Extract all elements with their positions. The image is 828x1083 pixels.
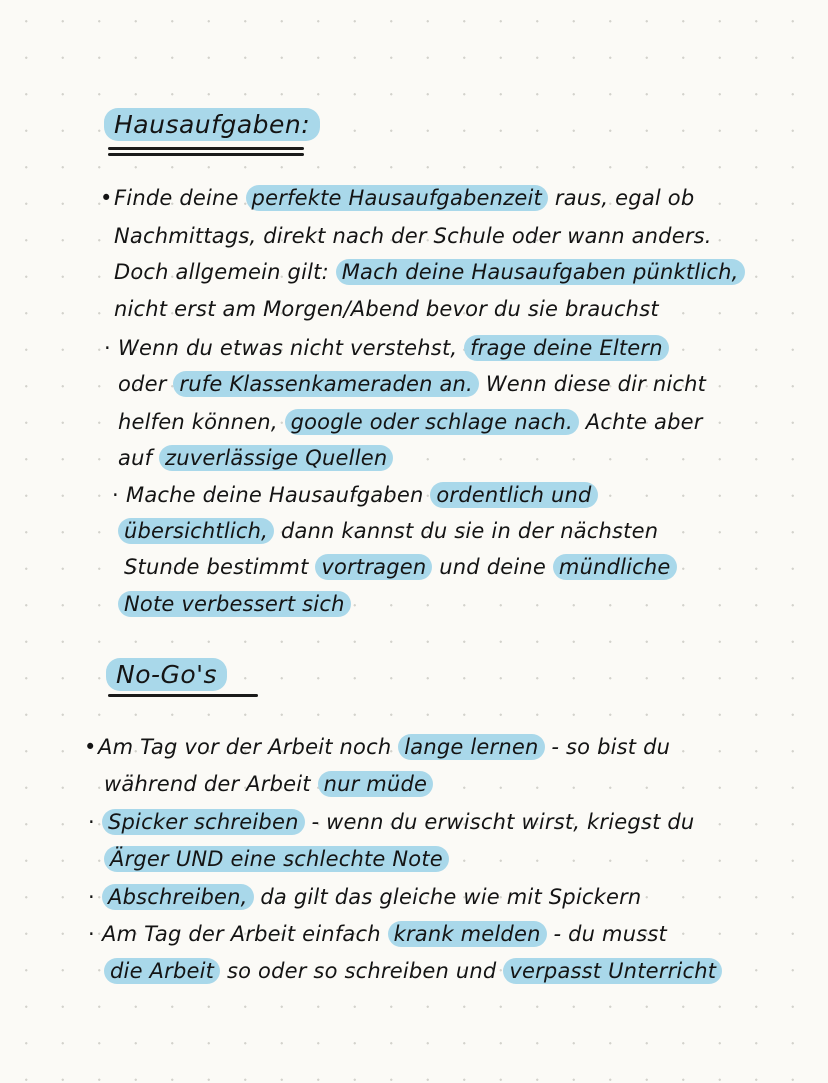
note-line — [114, 224, 712, 248]
note-text: so oder so schreiben und — [220, 959, 504, 983]
note-text: helfen können, — [118, 410, 285, 434]
highlighted-text: Ärger UND eine schlechte Note — [104, 846, 449, 872]
note-text: Wenn du etwas nicht verstehst, — [118, 336, 465, 360]
note-line — [100, 186, 694, 210]
note-text: da gilt das gleiche wie mit Spickern — [253, 885, 642, 909]
note-text: Am Tag vor der Arbeit noch — [98, 735, 399, 759]
note-line — [104, 959, 722, 983]
note-text: Stunde bestimmt — [124, 555, 316, 579]
highlighted-text: google oder schlage nach. — [285, 409, 579, 435]
note-line — [112, 483, 598, 507]
highlighted-text: übersichtlich, — [118, 518, 274, 544]
note-line — [104, 772, 433, 796]
highlighted-text: Note verbessert sich — [118, 591, 351, 617]
note-text: Wenn diese dir nicht — [478, 372, 707, 396]
note-text: Am Tag der Arbeit einfach — [102, 922, 388, 946]
note-line — [114, 260, 745, 284]
note-line — [88, 885, 641, 909]
note-text: und deine — [432, 555, 553, 579]
note-text: - wenn du erwischt wirst, kriegst du — [304, 810, 695, 834]
bullet-icon: · — [88, 810, 95, 834]
note-line — [84, 735, 670, 759]
highlighted-text: krank melden — [388, 921, 547, 947]
note-text: oder — [118, 372, 174, 396]
highlighted-text: perfekte Hausaufgabenzeit — [246, 185, 548, 211]
highlighted-text: Abschreiben, — [102, 884, 254, 910]
heading-no-gos — [106, 660, 227, 689]
heading-underline — [108, 153, 304, 156]
highlighted-text: verpasst Unterricht — [503, 958, 722, 984]
bullet-icon: · — [88, 922, 95, 946]
note-line — [118, 410, 703, 434]
highlighted-text: rufe Klassenkameraden an. — [173, 371, 479, 397]
note-text: raus, egal ob — [548, 186, 695, 210]
note-line — [118, 592, 351, 616]
highlighted-text: lange lernen — [398, 734, 544, 760]
note-line — [118, 446, 393, 470]
note-line — [118, 372, 706, 396]
bullet-icon: · — [88, 885, 95, 909]
bullet-icon: · — [112, 483, 119, 507]
note-text: Mache deine Hausaufgaben — [126, 483, 431, 507]
note-line — [114, 297, 659, 321]
note-line — [88, 922, 667, 946]
bullet-icon: • — [100, 186, 113, 210]
heading-highlight: No-Go's — [106, 658, 227, 691]
heading-highlight: Hausaufgaben: — [104, 108, 320, 141]
note-line — [88, 810, 694, 834]
note-text: auf — [118, 446, 160, 470]
note-text: - du musst — [546, 922, 667, 946]
note-text: Nachmittags, direkt nach der Schule oder wann anders. — [114, 224, 712, 248]
heading-underline — [108, 694, 258, 697]
note-text: Achte aber — [578, 410, 703, 434]
note-text: Finde deine — [114, 186, 246, 210]
note-text: während der Arbeit — [104, 772, 318, 796]
highlighted-text: nur müde — [318, 771, 434, 797]
note-text: Doch allgemein gilt: — [114, 260, 336, 284]
highlighted-text: frage deine Eltern — [464, 335, 669, 361]
note-line — [118, 519, 658, 543]
highlighted-text: vortragen — [315, 554, 432, 580]
note-text: - so bist du — [544, 735, 671, 759]
highlighted-text: Mach deine Hausaufgaben pünktlich, — [336, 259, 745, 285]
note-text: nicht erst am Morgen/Abend bevor du sie brauchst — [114, 297, 659, 321]
note-line — [124, 555, 677, 579]
note-line — [104, 336, 669, 360]
note-text: dann kannst du sie in der nächsten — [274, 519, 659, 543]
heading-hausaufgaben — [104, 110, 320, 139]
highlighted-text: Spicker schreiben — [102, 809, 305, 835]
highlighted-text: ordentlich und — [430, 482, 597, 508]
highlighted-text: mündliche — [553, 554, 677, 580]
note-line — [104, 847, 449, 871]
heading-underline — [108, 147, 304, 150]
highlighted-text: zuverlässige Quellen — [159, 445, 393, 471]
bullet-icon: • — [84, 735, 97, 759]
bullet-icon: · — [104, 336, 111, 360]
highlighted-text: die Arbeit — [104, 958, 220, 984]
